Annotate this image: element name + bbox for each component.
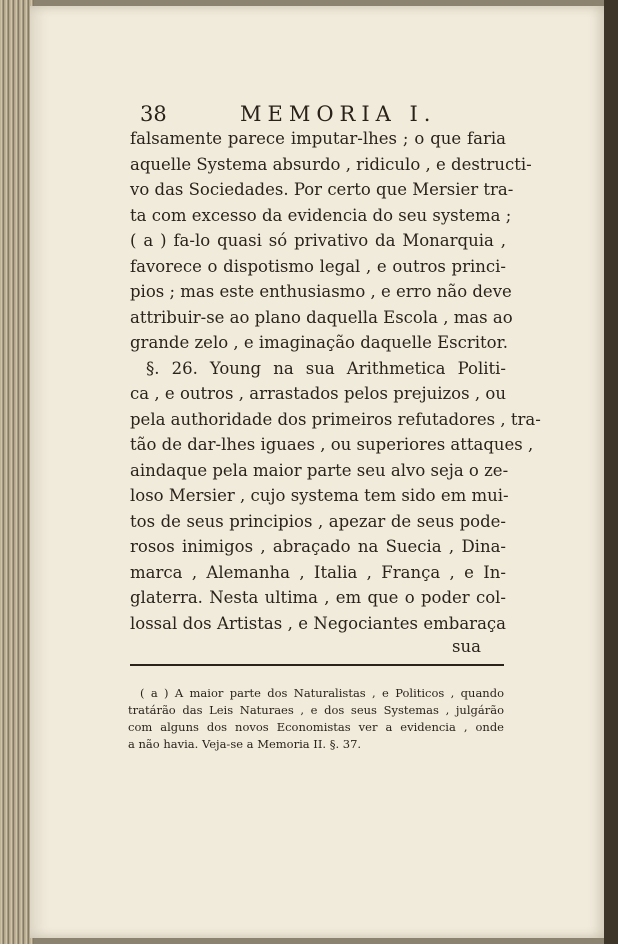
body-text [130, 126, 541, 636]
book-page-edges [0, 0, 34, 944]
text-line: loso Mersier , cujo systema tem sido em mui- [130, 486, 509, 505]
book-spine-shadow [604, 0, 618, 944]
text-line: falsamente parece imputar-lhes ; o que faria [130, 129, 506, 148]
section-heading-line: §. 26. Young na sua Arithmetica Politi- [146, 358, 506, 378]
text-line: aindaque pela maior parte seu alvo seja o ze- [130, 460, 509, 480]
text-line: rosos inimigos , abraçado na Suecia , Dina- [130, 537, 506, 556]
footnote-divider [130, 664, 504, 666]
text-line: ca , e outros , arrastados pelos prejuizos , ou [130, 384, 506, 403]
footnote [128, 685, 504, 753]
footnote-line: a não havia. Veja-se a Memoria II. §. 37. [128, 737, 362, 751]
text-line: pela authoridade dos primeiros refutadores , tra- [130, 409, 541, 429]
text-line: lossal dos Artistas , e Negociantes embaraça [130, 613, 506, 633]
page-title: MEMORIA I. [240, 102, 437, 126]
text-line: grande zelo , e imaginação daquelle Escritor. [130, 333, 508, 352]
text-line: vo das Sociedades. Por certo que Mersier tra- [130, 180, 514, 199]
text-line: ta com excesso da evidencia do seu systema ; [130, 205, 512, 225]
text-line: marca , Alemanha , Italia , França , e In- [130, 562, 506, 582]
text-line: favorece o dispotismo legal , e outros princi- [130, 256, 506, 276]
text-line: tão de dar-lhes iguaes , ou superiores attaques , [130, 435, 534, 454]
text-line: aquelle Systema absurdo , ridiculo , e destructi- [130, 154, 532, 174]
text-line: pios ; mas este enthusiasmo , e erro não deve [130, 282, 512, 301]
page-number: 38 [140, 102, 167, 126]
text-line: tos de seus principios , apezar de seus pode- [130, 511, 506, 531]
text-line: glaterra. Nesta ultima , em que o poder col- [130, 588, 506, 607]
text-line: attribuir-se ao plano daquella Escola , mas ao [130, 307, 513, 327]
footnote-line: ( a ) A maior parte dos Naturalistas , e Politicos , quando [140, 686, 504, 700]
footnote-line: tratárão das Leis Naturaes , e dos seus Systemas , julgárão [128, 703, 504, 717]
text-line: ( a ) fa-lo quasi só privativo da Monarquia , [130, 231, 506, 250]
catchword: sua [452, 637, 481, 656]
footnote-line: com alguns dos novos Economistas ver a evidencia , onde [128, 720, 504, 734]
